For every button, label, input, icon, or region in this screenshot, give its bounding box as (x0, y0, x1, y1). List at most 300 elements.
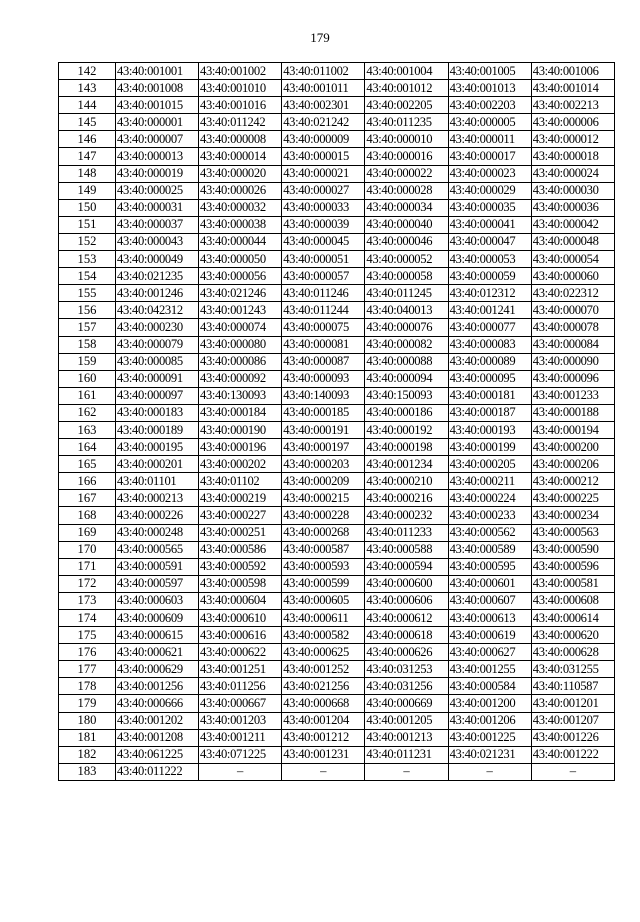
cadastral-number-cell: 43:40:000054 (531, 251, 614, 268)
row-number-cell: 153 (59, 251, 116, 268)
table-row (59, 199, 615, 216)
cadastral-number-cell: 43:40:000092 (199, 370, 282, 387)
cadastral-number-cell: 43:40:000268 (282, 524, 365, 541)
cadastral-number-cell: 43:40:000070 (531, 302, 614, 319)
cadastral-number-cell: 43:40:000595 (448, 558, 531, 575)
cadastral-number-cell: 43:40:000628 (531, 644, 614, 661)
cadastral-number-cell: 43:40:001004 (365, 63, 448, 80)
cadastral-number-cell: 43:40:011002 (282, 63, 365, 80)
cadastral-number-cell: 43:40:000598 (199, 575, 282, 592)
cadastral-number-cell: 43:40:000026 (199, 182, 282, 199)
cadastral-number-cell: 43:40:031256 (365, 678, 448, 695)
cadastral-number-cell: 43:40:000596 (531, 558, 614, 575)
cadastral-number-cell: 43:40:000081 (282, 336, 365, 353)
cadastral-number-cell: 43:40:001234 (365, 456, 448, 473)
cadastral-number-cell: 43:40:000040 (365, 216, 448, 233)
cadastral-number-cell: 43:40:000606 (365, 592, 448, 609)
cadastral-number-cell: 43:40:000590 (531, 541, 614, 558)
cadastral-number-cell: 43:40:001251 (199, 661, 282, 678)
cadastral-number-cell: – (365, 763, 448, 780)
cadastral-number-cell: 43:40:001256 (116, 678, 199, 695)
cadastral-number-cell: 43:40:011233 (365, 524, 448, 541)
cadastral-number-cell: 43:40:000186 (365, 404, 448, 421)
cadastral-number-cell: 43:40:000588 (365, 541, 448, 558)
row-number-cell: 166 (59, 473, 116, 490)
cadastral-number-cell: 43:40:000184 (199, 404, 282, 421)
cadastral-number-cell: 43:40:000612 (365, 610, 448, 627)
cadastral-number-cell: 43:40:000601 (448, 575, 531, 592)
cadastral-number-cell: 43:40:000604 (199, 592, 282, 609)
cadastral-number-cell: 43:40:000181 (448, 387, 531, 404)
table-row (59, 729, 615, 746)
cadastral-number-cell: 43:40:000232 (365, 507, 448, 524)
cadastral-number-cell: 43:40:001226 (531, 729, 614, 746)
cadastral-number-cell: 43:40:000203 (282, 456, 365, 473)
cadastral-number-cell: 43:40:000610 (199, 610, 282, 627)
row-number-cell: 156 (59, 302, 116, 319)
table-row (59, 131, 615, 148)
cadastral-number-cell: 43:40:000008 (199, 131, 282, 148)
cadastral-number-cell: 43:40:000048 (531, 233, 614, 250)
cadastral-number-cell: 43:40:000029 (448, 182, 531, 199)
cadastral-number-cell: 43:40:000034 (365, 199, 448, 216)
cadastral-number-cell: 43:40:000565 (116, 541, 199, 558)
table-row (59, 336, 615, 353)
row-number-cell: 177 (59, 661, 116, 678)
cadastral-number-cell: 43:40:000593 (282, 558, 365, 575)
table-row (59, 182, 615, 199)
cadastral-number-cell: 43:40:000563 (531, 524, 614, 541)
cadastral-number-cell: 43:40:000028 (365, 182, 448, 199)
cadastral-number-cell: 43:40:011222 (116, 763, 199, 780)
cadastral-number-cell: 43:40:000022 (365, 165, 448, 182)
cadastral-number-cell: 43:40:001213 (365, 729, 448, 746)
table-row (59, 695, 615, 712)
row-number-cell: 181 (59, 729, 116, 746)
row-number-cell: 147 (59, 148, 116, 165)
table-row (59, 302, 615, 319)
cadastral-number-cell: 43:40:000047 (448, 233, 531, 250)
table-row (59, 404, 615, 421)
cadastral-number-cell: 43:40:000087 (282, 353, 365, 370)
row-number-cell: 148 (59, 165, 116, 182)
cadastral-number-cell: 43:40:000608 (531, 592, 614, 609)
cadastral-number-cell: 43:40:000582 (282, 627, 365, 644)
table-row (59, 97, 615, 114)
cadastral-number-cell: 43:40:000589 (448, 541, 531, 558)
cadastral-number-cell: 43:40:000051 (282, 251, 365, 268)
cadastral-number-cell: 43:40:000078 (531, 319, 614, 336)
cadastral-number-cell: 43:40:001252 (282, 661, 365, 678)
cadastral-number-cell: 43:40:021231 (448, 746, 531, 763)
cadastral-number-cell: 43:40:001013 (448, 80, 531, 97)
cadastral-number-cell: 43:40:001006 (531, 63, 614, 80)
row-number-cell: 175 (59, 627, 116, 644)
cadastral-number-cell: 43:40:000225 (531, 490, 614, 507)
cadastral-number-cell: 43:40:000620 (531, 627, 614, 644)
cadastral-number-cell: 43:40:000667 (199, 695, 282, 712)
cadastral-number-cell: 43:40:021242 (282, 114, 365, 131)
row-number-cell: 150 (59, 199, 116, 216)
row-number-cell: 163 (59, 421, 116, 438)
table-row (59, 507, 615, 524)
row-number-cell: 158 (59, 336, 116, 353)
cadastral-number-cell: 43:40:000193 (448, 421, 531, 438)
cadastral-number-cell: 43:40:000024 (531, 165, 614, 182)
cadastral-number-cell: 43:40:000191 (282, 421, 365, 438)
cadastral-number-cell: 43:40:000597 (116, 575, 199, 592)
cadastral-number-cell: 43:40:021235 (116, 268, 199, 285)
cadastral-table (58, 62, 615, 781)
table-row (59, 558, 615, 575)
row-number-cell: 164 (59, 439, 116, 456)
table-row (59, 216, 615, 233)
row-number-cell: 167 (59, 490, 116, 507)
table-row (59, 541, 615, 558)
cadastral-number-cell: 43:40:021256 (282, 678, 365, 695)
cadastral-number-cell: 43:40:001011 (282, 80, 365, 97)
table-row (59, 63, 615, 80)
cadastral-number-cell: 43:40:000056 (199, 268, 282, 285)
row-number-cell: 143 (59, 80, 116, 97)
cadastral-number-cell: 43:40:002205 (365, 97, 448, 114)
cadastral-number-cell: – (531, 763, 614, 780)
table-row (59, 661, 615, 678)
cadastral-number-cell: 43:40:000001 (116, 114, 199, 131)
cadastral-number-cell: 43:40:110587 (531, 678, 614, 695)
cadastral-number-cell: 43:40:140093 (282, 387, 365, 404)
cadastral-number-cell: 43:40:000036 (531, 199, 614, 216)
cadastral-number-cell: 43:40:001241 (448, 302, 531, 319)
cadastral-number-cell: 43:40:130093 (199, 387, 282, 404)
cadastral-number-cell: 43:40:000005 (448, 114, 531, 131)
cadastral-number-cell: 43:40:000581 (531, 575, 614, 592)
cadastral-number-cell: 43:40:001208 (116, 729, 199, 746)
row-number-cell: 182 (59, 746, 116, 763)
cadastral-number-cell: 43:40:001222 (531, 746, 614, 763)
row-number-cell: 178 (59, 678, 116, 695)
cadastral-number-cell: 43:40:000023 (448, 165, 531, 182)
cadastral-number-cell: 43:40:000621 (116, 644, 199, 661)
cadastral-number-cell: 43:40:000021 (282, 165, 365, 182)
cadastral-number-cell: 43:40:000613 (448, 610, 531, 627)
cadastral-number-cell: 43:40:000084 (531, 336, 614, 353)
cadastral-number-cell: 43:40:000091 (116, 370, 199, 387)
cadastral-number-cell: 43:40:000057 (282, 268, 365, 285)
cadastral-number-cell: 43:40:000052 (365, 251, 448, 268)
cadastral-number-cell: 43:40:001233 (531, 387, 614, 404)
cadastral-number-cell: 43:40:001246 (116, 285, 199, 302)
row-number-cell: 174 (59, 610, 116, 627)
cadastral-number-cell: 43:40:000080 (199, 336, 282, 353)
cadastral-number-cell: 43:40:001010 (199, 80, 282, 97)
cadastral-number-cell: 43:40:000025 (116, 182, 199, 199)
cadastral-number-cell: 43:40:000088 (365, 353, 448, 370)
cadastral-number-cell: 43:40:061225 (116, 746, 199, 763)
cadastral-number-cell: 43:40:000600 (365, 575, 448, 592)
cadastral-number-cell: 43:40:000202 (199, 456, 282, 473)
cadastral-number-cell: 43:40:000224 (448, 490, 531, 507)
cadastral-number-cell: 43:40:021246 (199, 285, 282, 302)
row-number-cell: 142 (59, 63, 116, 80)
cadastral-number-cell: 43:40:000209 (282, 473, 365, 490)
cadastral-number-cell: 43:40:000059 (448, 268, 531, 285)
row-number-cell: 155 (59, 285, 116, 302)
page-number: 179 (310, 30, 330, 45)
table-row (59, 387, 615, 404)
cadastral-number-cell: 43:40:000039 (282, 216, 365, 233)
cadastral-number-cell: 43:40:000196 (199, 439, 282, 456)
cadastral-number-cell: 43:40:000248 (116, 524, 199, 541)
table-row (59, 575, 615, 592)
cadastral-number-cell: 43:40:001005 (448, 63, 531, 80)
cadastral-number-cell: 43:40:000015 (282, 148, 365, 165)
cadastral-number-cell: 43:40:000183 (116, 404, 199, 421)
cadastral-number-cell: 43:40:001202 (116, 712, 199, 729)
table-row (59, 233, 615, 250)
cadastral-number-cell: 43:40:001203 (199, 712, 282, 729)
cadastral-number-cell: 43:40:000669 (365, 695, 448, 712)
cadastral-number-cell: 43:40:000230 (116, 319, 199, 336)
row-number-cell: 162 (59, 404, 116, 421)
cadastral-number-cell: 43:40:000076 (365, 319, 448, 336)
cadastral-number-cell: 43:40:000201 (116, 456, 199, 473)
cadastral-number-cell: 43:40:001212 (282, 729, 365, 746)
row-number-cell: 171 (59, 558, 116, 575)
cadastral-number-cell: 43:40:001002 (199, 63, 282, 80)
cadastral-number-cell: 43:40:002301 (282, 97, 365, 114)
cadastral-number-cell: 43:40:000614 (531, 610, 614, 627)
row-number-cell: 173 (59, 592, 116, 609)
table-row (59, 473, 615, 490)
cadastral-number-cell: 43:40:000035 (448, 199, 531, 216)
cadastral-number-cell: 43:40:000031 (116, 199, 199, 216)
cadastral-number-cell: 43:40:002203 (448, 97, 531, 114)
cadastral-number-cell: 43:40:000197 (282, 439, 365, 456)
cadastral-number-cell: 43:40:000626 (365, 644, 448, 661)
cadastral-number-cell: 43:40:000195 (116, 439, 199, 456)
cadastral-number-cell: 43:40:000075 (282, 319, 365, 336)
cadastral-number-cell: 43:40:000009 (282, 131, 365, 148)
table-row (59, 439, 615, 456)
cadastral-number-cell: 43:40:000199 (448, 439, 531, 456)
table-row (59, 319, 615, 336)
cadastral-number-cell: 43:40:001014 (531, 80, 614, 97)
cadastral-number-cell: 43:40:000060 (531, 268, 614, 285)
cadastral-number-cell: 43:40:000227 (199, 507, 282, 524)
cadastral-number-cell: 43:40:000587 (282, 541, 365, 558)
cadastral-number-cell: 43:40:000198 (365, 439, 448, 456)
cadastral-number-cell: 43:40:000006 (531, 114, 614, 131)
cadastral-number-cell: 43:40:000188 (531, 404, 614, 421)
cadastral-number-cell: 43:40:000615 (116, 627, 199, 644)
row-number-cell: 172 (59, 575, 116, 592)
cadastral-number-cell: 43:40:000192 (365, 421, 448, 438)
cadastral-number-cell: 43:40:001200 (448, 695, 531, 712)
table-row (59, 268, 615, 285)
cadastral-number-cell: 43:40:000625 (282, 644, 365, 661)
cadastral-number-cell: 43:40:000043 (116, 233, 199, 250)
cadastral-number-cell: 43:40:000210 (365, 473, 448, 490)
cadastral-number-cell: – (448, 763, 531, 780)
cadastral-number-cell: 43:40:000050 (199, 251, 282, 268)
table-row (59, 592, 615, 609)
cadastral-number-cell: 43:40:000251 (199, 524, 282, 541)
cadastral-number-cell: 43:40:000205 (448, 456, 531, 473)
table-row (59, 763, 615, 780)
cadastral-number-cell: 43:40:000234 (531, 507, 614, 524)
table-row (59, 610, 615, 627)
cadastral-number-cell: 43:40:000666 (116, 695, 199, 712)
cadastral-number-cell: 43:40:000012 (531, 131, 614, 148)
cadastral-number-cell: 43:40:000018 (531, 148, 614, 165)
cadastral-number-cell: 43:40:000083 (448, 336, 531, 353)
cadastral-number-cell: 43:40:000038 (199, 216, 282, 233)
cadastral-number-cell: 43:40:000017 (448, 148, 531, 165)
cadastral-number-cell: 43:40:000042 (531, 216, 614, 233)
table-row (59, 353, 615, 370)
cadastral-number-cell: 43:40:000233 (448, 507, 531, 524)
cadastral-number-cell: 43:40:000216 (365, 490, 448, 507)
cadastral-number-cell: 43:40:000609 (116, 610, 199, 627)
row-number-cell: 168 (59, 507, 116, 524)
table-body (59, 63, 615, 781)
cadastral-number-cell: 43:40:000619 (448, 627, 531, 644)
cadastral-number-cell: 43:40:000599 (282, 575, 365, 592)
cadastral-number-cell: 43:40:000215 (282, 490, 365, 507)
row-number-cell: 183 (59, 763, 116, 780)
cadastral-number-cell: 43:40:001225 (448, 729, 531, 746)
cadastral-number-cell: 43:40:000189 (116, 421, 199, 438)
cadastral-number-cell: 43:40:000090 (531, 353, 614, 370)
cadastral-number-cell: 43:40:001204 (282, 712, 365, 729)
cadastral-number-cell: 43:40:001015 (116, 97, 199, 114)
cadastral-number-cell: 43:40:000086 (199, 353, 282, 370)
cadastral-number-cell: 43:40:000037 (116, 216, 199, 233)
cadastral-number-cell: 43:40:042312 (116, 302, 199, 319)
cadastral-number-cell: 43:40:000019 (116, 165, 199, 182)
cadastral-number-cell: 43:40:001201 (531, 695, 614, 712)
cadastral-number-cell: 43:40:01101 (116, 473, 199, 490)
cadastral-number-cell: 43:40:000058 (365, 268, 448, 285)
cadastral-number-cell: 43:40:011242 (199, 114, 282, 131)
table-row (59, 148, 615, 165)
cadastral-number-cell: 43:40:031253 (365, 661, 448, 678)
row-number-cell: 154 (59, 268, 116, 285)
cadastral-number-cell: 43:40:000011 (448, 131, 531, 148)
table-row (59, 456, 615, 473)
table-row (59, 644, 615, 661)
cadastral-number-cell: 43:40:000200 (531, 439, 614, 456)
cadastral-number-cell: 43:40:000611 (282, 610, 365, 627)
table-row (59, 678, 615, 695)
cadastral-number-cell: 43:40:001016 (199, 97, 282, 114)
table-row (59, 80, 615, 97)
cadastral-number-cell: 43:40:000228 (282, 507, 365, 524)
cadastral-number-cell: 43:40:001012 (365, 80, 448, 97)
cadastral-number-cell: 43:40:011231 (365, 746, 448, 763)
cadastral-number-cell: 43:40:000219 (199, 490, 282, 507)
cadastral-number-cell: 43:40:000097 (116, 387, 199, 404)
cadastral-number-cell: 43:40:001001 (116, 63, 199, 80)
cadastral-number-cell: 43:40:000032 (199, 199, 282, 216)
table-row (59, 712, 615, 729)
cadastral-number-cell: 43:40:000187 (448, 404, 531, 421)
table-row (59, 114, 615, 131)
cadastral-number-cell: 43:40:000605 (282, 592, 365, 609)
cadastral-number-cell: 43:40:000592 (199, 558, 282, 575)
cadastral-number-cell: 43:40:011235 (365, 114, 448, 131)
cadastral-number-cell: 43:40:000594 (365, 558, 448, 575)
cadastral-number-cell: 43:40:000030 (531, 182, 614, 199)
table-row (59, 370, 615, 387)
cadastral-number-cell: 43:40:000053 (448, 251, 531, 268)
row-number-cell: 169 (59, 524, 116, 541)
row-number-cell: 176 (59, 644, 116, 661)
cadastral-number-cell: 43:40:000033 (282, 199, 365, 216)
cadastral-number-cell: 43:40:001211 (199, 729, 282, 746)
cadastral-number-cell: 43:40:000213 (116, 490, 199, 507)
cadastral-number-cell: 43:40:000226 (116, 507, 199, 524)
cadastral-number-cell: 43:40:000185 (282, 404, 365, 421)
cadastral-number-cell: 43:40:011246 (282, 285, 365, 302)
cadastral-number-cell: 43:40:000010 (365, 131, 448, 148)
table-row (59, 165, 615, 182)
cadastral-number-cell: 43:40:011256 (199, 678, 282, 695)
cadastral-number-cell: 43:40:002213 (531, 97, 614, 114)
row-number-cell: 170 (59, 541, 116, 558)
cadastral-number-cell: 43:40:040013 (365, 302, 448, 319)
cadastral-number-cell: – (282, 763, 365, 780)
cadastral-number-cell: 43:40:000044 (199, 233, 282, 250)
cadastral-number-cell: 43:40:000591 (116, 558, 199, 575)
cadastral-number-cell: 43:40:031255 (531, 661, 614, 678)
table-row (59, 627, 615, 644)
cadastral-number-cell: – (199, 763, 282, 780)
cadastral-number-cell: 43:40:000096 (531, 370, 614, 387)
cadastral-number-cell: 43:40:011245 (365, 285, 448, 302)
table-row (59, 251, 615, 268)
cadastral-number-cell: 43:40:000094 (365, 370, 448, 387)
cadastral-number-cell: 43:40:000046 (365, 233, 448, 250)
cadastral-number-cell: 43:40:000020 (199, 165, 282, 182)
row-number-cell: 161 (59, 387, 116, 404)
cadastral-number-cell: 43:40:000013 (116, 148, 199, 165)
table-row (59, 285, 615, 302)
cadastral-number-cell: 43:40:000089 (448, 353, 531, 370)
row-number-cell: 144 (59, 97, 116, 114)
row-number-cell: 159 (59, 353, 116, 370)
cadastral-number-cell: 43:40:071225 (199, 746, 282, 763)
table-row (59, 524, 615, 541)
cadastral-number-cell: 43:40:001243 (199, 302, 282, 319)
cadastral-number-cell: 43:40:000212 (531, 473, 614, 490)
cadastral-number-cell: 43:40:000211 (448, 473, 531, 490)
cadastral-number-cell: 43:40:150093 (365, 387, 448, 404)
cadastral-number-cell: 43:40:000027 (282, 182, 365, 199)
cadastral-number-cell: 43:40:000079 (116, 336, 199, 353)
row-number-cell: 160 (59, 370, 116, 387)
cadastral-number-cell: 43:40:001207 (531, 712, 614, 729)
cadastral-number-cell: 43:40:001206 (448, 712, 531, 729)
cadastral-number-cell: 43:40:000095 (448, 370, 531, 387)
cadastral-number-cell: 43:40:000194 (531, 421, 614, 438)
cadastral-number-cell: 43:40:000622 (199, 644, 282, 661)
cadastral-number-cell: 43:40:000629 (116, 661, 199, 678)
cadastral-number-cell: 43:40:000607 (448, 592, 531, 609)
table-row (59, 746, 615, 763)
table-row (59, 421, 615, 438)
